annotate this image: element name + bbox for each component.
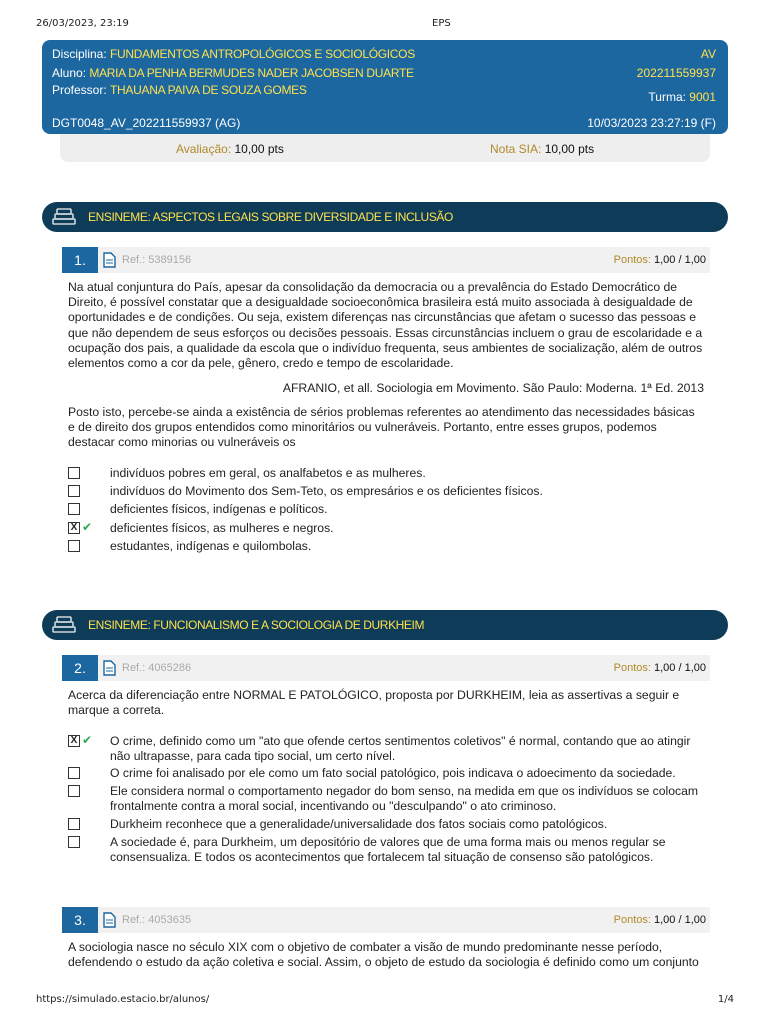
exam-type: AV	[700, 47, 716, 61]
question-points	[614, 662, 706, 674]
document-icon[interactable]	[103, 912, 116, 928]
professor-label: Professor:	[52, 83, 107, 97]
turma-label: Turma:	[648, 90, 686, 104]
points-value: 1,00 / 1,00	[654, 254, 706, 266]
sia-value: 10,00 pts	[544, 142, 595, 156]
document-icon[interactable]	[103, 660, 116, 676]
disciplina-label: Disciplina:	[52, 47, 107, 61]
books-icon	[50, 614, 78, 636]
exam-info-panel	[42, 40, 728, 134]
points-label: Pontos:	[613, 914, 651, 926]
points-label: Pontos:	[613, 254, 651, 266]
disciplina-value: FUNDAMENTOS ANTROPOLÓGICOS E SOCIOLÓGICOS	[110, 47, 415, 61]
print-page-number: 1/4	[717, 994, 734, 1005]
option-checkbox[interactable]	[68, 467, 80, 479]
question-number: 3.	[62, 907, 98, 933]
grade-bar	[60, 134, 710, 162]
professor-value: THAUANA PAIVA DE SOUZA GOMES	[110, 83, 307, 97]
section-title-1: ENSINEME: ASPECTOS LEGAIS SOBRE DIVERSIDADE E INCLUSÃO	[88, 210, 453, 224]
question-number: 2.	[62, 655, 98, 681]
exam-timestamp: 10/03/2023 23:27:19 (F)	[587, 116, 716, 130]
option-text: Ele considera normal o comportamento negador do bom senso, na medida em que os indivíduos se colocam frontalmente contra a moral social, incentivando ou "desculpando" o ato criminoso.	[110, 784, 699, 814]
question-citation: AFRANIO, et all. Sociologia em Movimento. São Paulo: Moderna. 1ª Ed. 2013	[282, 381, 704, 395]
avaliacao-label: Avaliação:	[176, 142, 232, 156]
option-text: O crime, definido como um "ato que ofende certos sentimentos coletivos" é normal, contando que ao atingir não ultrapasse, para cada tipo social, um certo nível.	[110, 734, 691, 764]
matricula: 202211559937	[636, 66, 716, 80]
professor-row	[52, 83, 307, 97]
question-header-1	[62, 247, 710, 273]
option-text: deficientes físicos, as mulheres e negros.	[110, 521, 334, 535]
disciplina-row	[52, 47, 415, 61]
print-header	[0, 0, 768, 40]
question-text: Na atual conjuntura do País, apesar da consolidação da democracia ou a prevalência do Estado Democrático de Direito, é possível constatar que a desigualdade socioeconômica brasileira está muito associada à desigualdade de oportunidades e de condições. Ou seja, existem diferenças nas circunstâncias que afetam o sucesso das pessoas e que não dependem de seus esforços ou decisões pessoais. Essas circunstâncias incluem o grau de escolaridade e a ocupação dos pais, a qualidade da escola que o indivíduo frequenta, seus ambientes de socialização, além de outros elementos como a cor da pele, gênero, credo e tempo de escolaridade.	[68, 280, 703, 371]
section-header-1	[42, 202, 728, 232]
section-header-2	[42, 610, 728, 640]
question-text: Acerca da diferenciação entre NORMAL E PATOLÓGICO, proposta por DURKHEIM, leia as assertivas a seguir e marque a correta.	[68, 688, 680, 718]
question-number: 1.	[62, 247, 98, 273]
points-value: 1,00 / 1,00	[654, 662, 706, 674]
option-text: A sociedade é, para Durkheim, um depositório de valores que de uma forma mais ou menos regular se consensualiza. E todos os acontecimentos que fortalecem tal situação de consenso são patológicos.	[110, 835, 666, 865]
option-checkbox[interactable]	[68, 785, 80, 797]
points-label: Pontos:	[613, 662, 651, 674]
question-header-2	[62, 655, 710, 681]
option-checkbox[interactable]	[68, 540, 80, 552]
print-url: https://simulado.estacio.br/alunos/	[36, 994, 210, 1005]
question-prompt: Posto isto, percebe-se ainda a existência de sérios problemas referentes ao atendimento das necessidades básicas e de direito dos grupos entendidos como minoritários ou vulneráveis. Portanto, entre esses grupos, podemos destacar como minorias ou vulneráveis os	[68, 405, 695, 450]
option-text: O crime foi analisado por ele como um fato social patológico, pois indicava o adoecimento da sociedade.	[110, 766, 676, 780]
aluno-value: MARIA DA PENHA BERMUDES NADER JACOBSEN DUARTE	[89, 66, 414, 80]
correct-check-icon: ✔	[82, 520, 93, 534]
option-checkbox[interactable]: X	[68, 522, 80, 534]
avaliacao-grade	[176, 142, 284, 156]
option-checkbox[interactable]	[68, 836, 80, 848]
option-checkbox[interactable]	[68, 503, 80, 515]
option-checkbox[interactable]	[68, 818, 80, 830]
question-ref: Ref.: 4053635	[122, 914, 192, 926]
option-checkbox[interactable]	[68, 767, 80, 779]
correct-check-icon: ✔	[82, 733, 93, 747]
aluno-label: Aluno:	[52, 66, 87, 80]
question-header-3	[62, 907, 710, 933]
option-text: indivíduos do Movimento dos Sem-Teto, os empresários e os deficientes físicos.	[110, 484, 543, 498]
question-points	[614, 914, 706, 926]
question-ref: Ref.: 4065286	[122, 662, 192, 674]
turma-value: 9001	[689, 90, 716, 104]
sia-label: Nota SIA:	[490, 142, 542, 156]
print-footer	[0, 994, 768, 1014]
sia-grade	[490, 142, 594, 156]
document-icon[interactable]	[103, 252, 116, 268]
print-datetime: 26/03/2023, 23:19	[36, 18, 129, 29]
option-text: Durkheim reconhece que a generalidade/universalidade dos fatos sociais como patológicos.	[110, 817, 608, 831]
points-value: 1,00 / 1,00	[654, 914, 706, 926]
turma-row	[648, 90, 716, 104]
question-points	[614, 254, 706, 266]
books-icon	[50, 206, 78, 228]
option-text: deficientes físicos, indígenas e políticos.	[110, 502, 328, 516]
avaliacao-value: 10,00 pts	[234, 142, 284, 156]
option-checkbox[interactable]	[68, 485, 80, 497]
print-title: EPS	[432, 18, 451, 29]
exam-code: DGT0048_AV_202211559937 (AG)	[52, 116, 241, 130]
aluno-row	[52, 66, 414, 80]
option-text: estudantes, indígenas e quilombolas.	[110, 539, 312, 553]
section-title-2: ENSINEME: FUNCIONALISMO E A SOCIOLOGIA DE DURKHEIM	[88, 618, 425, 632]
question-ref: Ref.: 5389156	[122, 254, 192, 266]
question-text: A sociologia nasce no século XIX com o objetivo de combater a visão de mundo predominante nesse período, defendendo o estudo da ação coletiva e social. Assim, o objeto de estudo da sociologia é definido como um conjunto	[68, 940, 699, 970]
option-checkbox[interactable]: X	[68, 735, 80, 747]
option-text: indivíduos pobres em geral, os analfabetos e as mulheres.	[110, 466, 426, 480]
